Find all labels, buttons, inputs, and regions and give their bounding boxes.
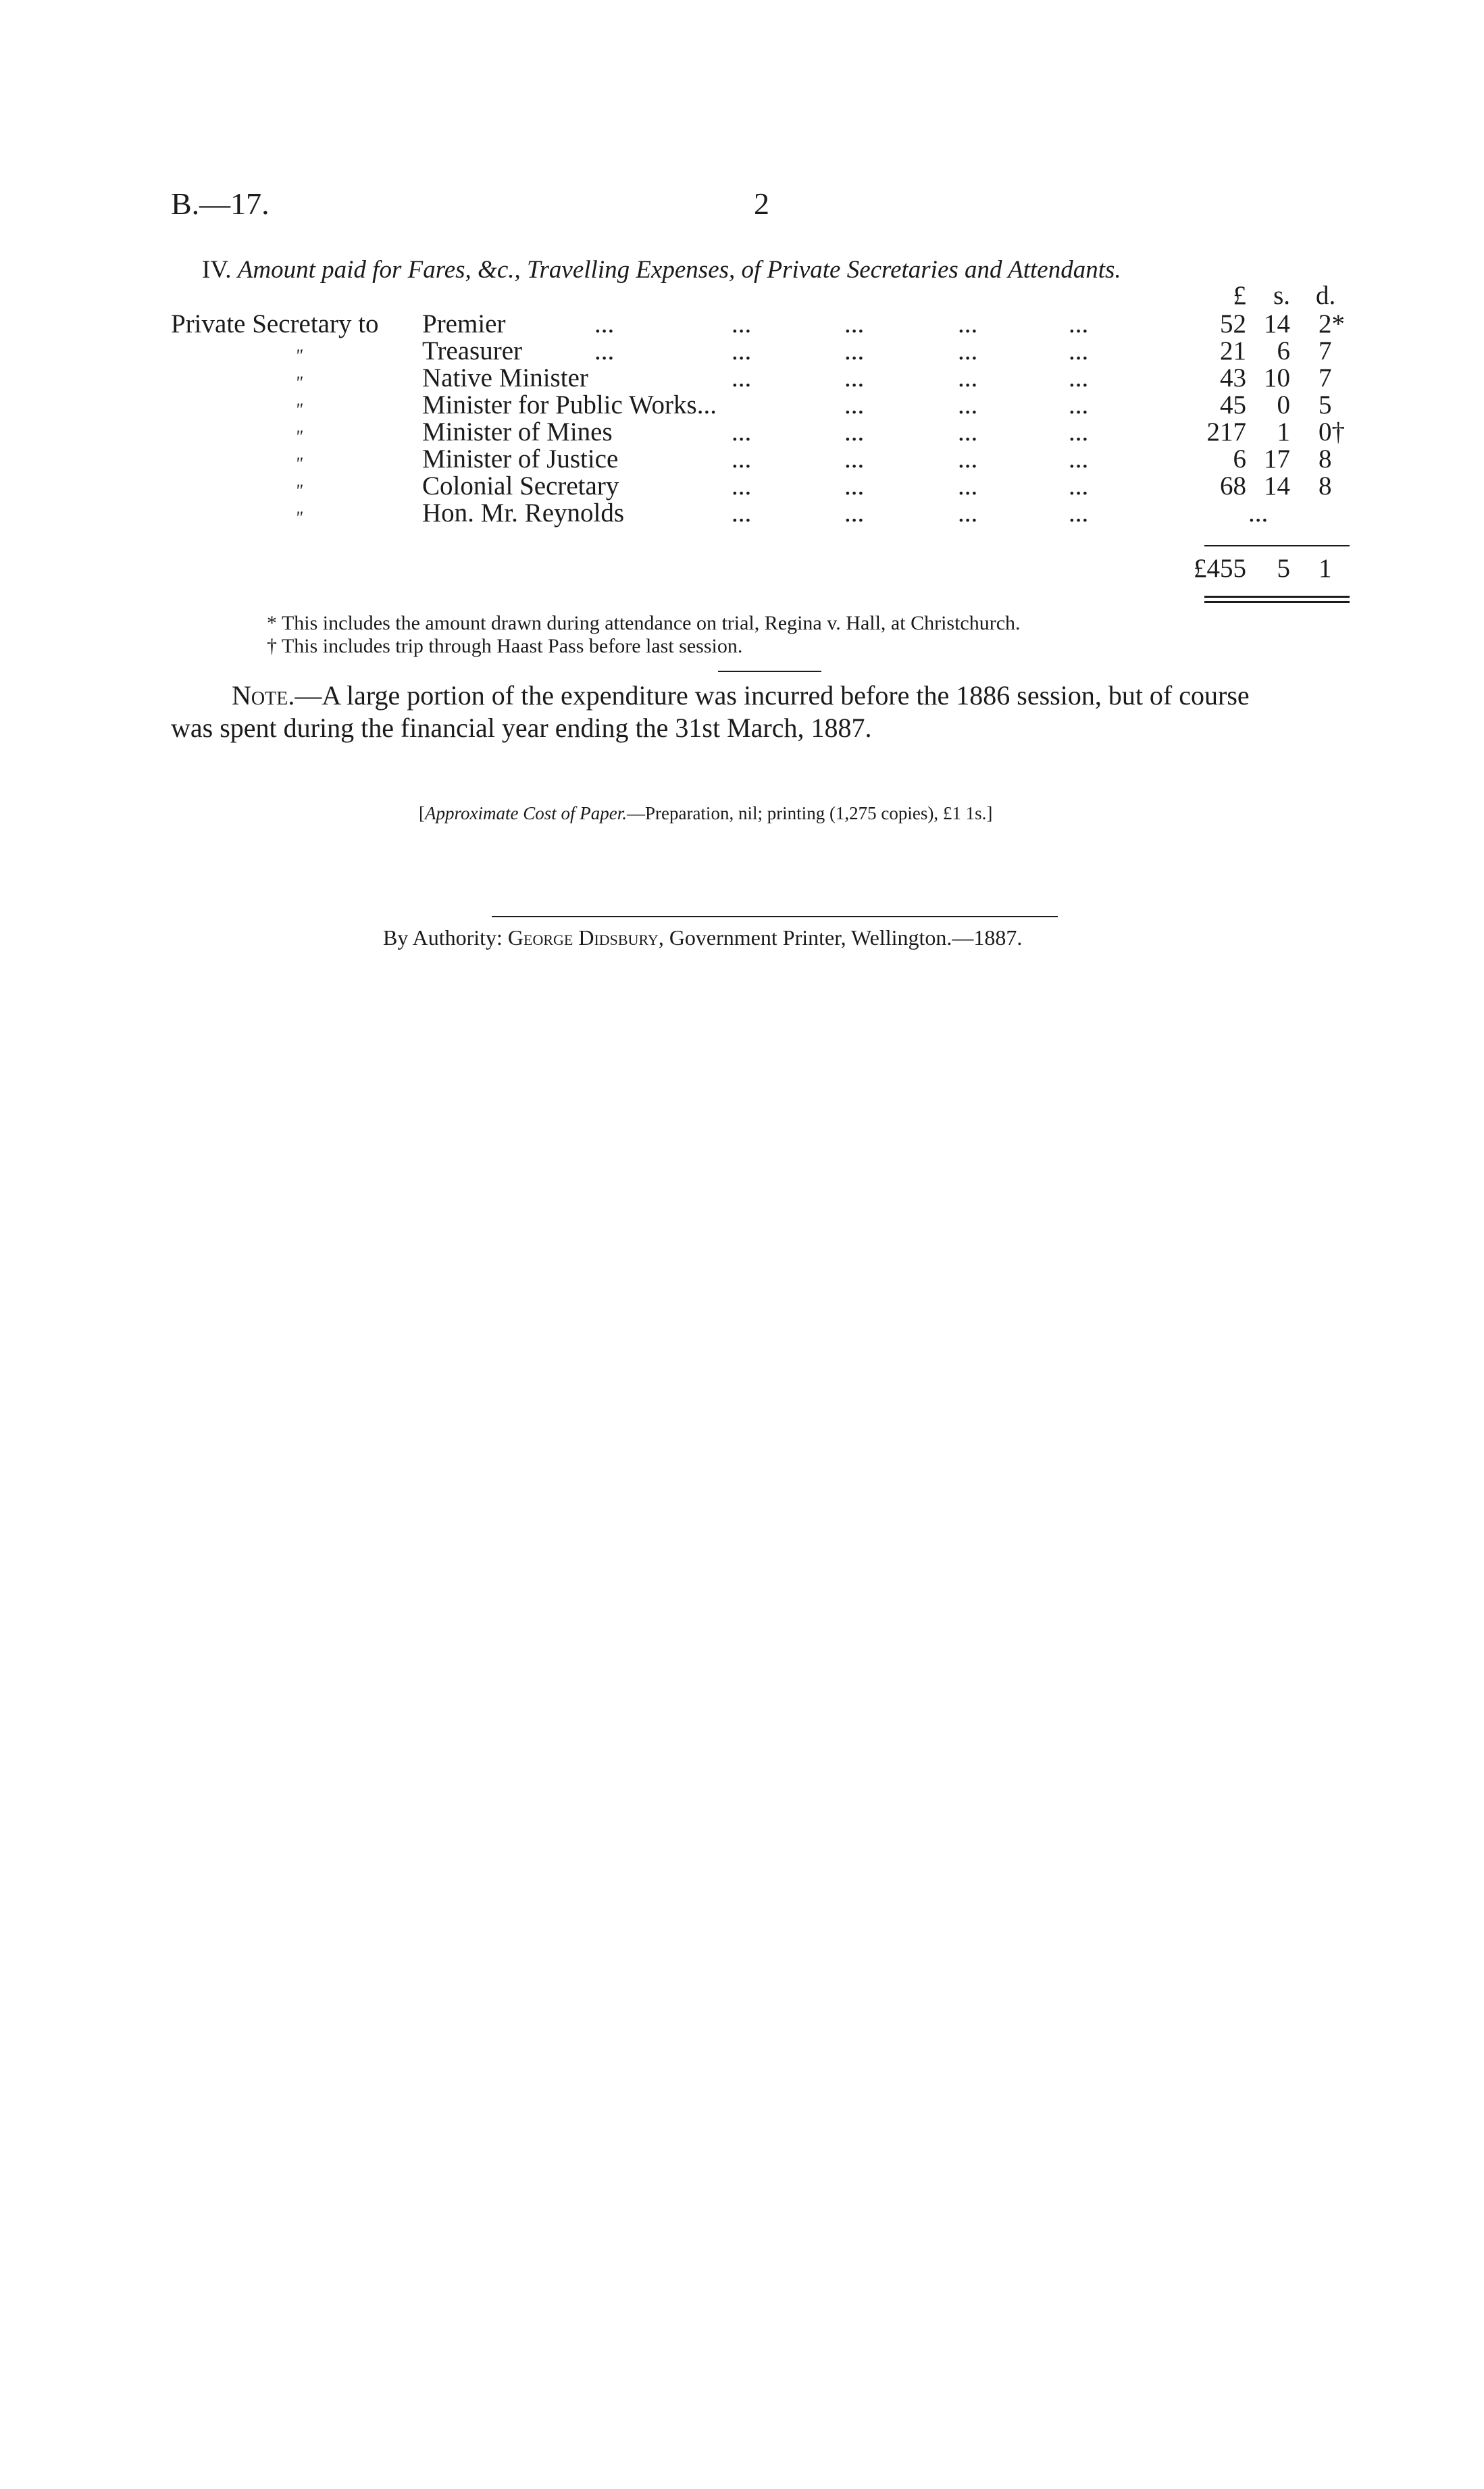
row-leader: ... — [844, 363, 865, 392]
section-title-text: Amount paid for Fares, &c., Travelling Expenses, of Private Secretaries and Attendants. — [237, 256, 1121, 284]
total-rule-double-2 — [1204, 601, 1350, 603]
row-leader: ... — [594, 309, 615, 338]
row-recipient: Premier — [422, 309, 506, 338]
row-leader: ... — [844, 417, 865, 446]
imprint-printer: George Didsbury — [507, 925, 659, 950]
row-leader: ... — [1069, 363, 1089, 392]
section-title — [202, 255, 1121, 284]
row-leader: ... — [844, 471, 865, 501]
ditto-mark: " — [295, 346, 303, 365]
cost-label: Approximate Cost of Paper. — [425, 803, 627, 823]
row-pence: 8 — [1319, 444, 1332, 473]
imprint — [383, 925, 1022, 950]
row-leader: ... — [732, 444, 752, 473]
row-recipient: Minister of Mines — [422, 417, 613, 446]
row-pounds: ... — [1248, 498, 1269, 528]
row-recipient: Native Minister — [422, 363, 588, 392]
row-shillings: 6 — [1277, 336, 1290, 365]
row-shillings: 10 — [1264, 363, 1290, 392]
row-shillings: 1 — [1277, 417, 1290, 446]
row-leader: ... — [1069, 336, 1089, 365]
total-rule-top — [1204, 545, 1350, 546]
total-rule-double-1 — [1204, 596, 1350, 598]
row-leader: ... — [844, 498, 865, 528]
row-pence: 7 — [1319, 363, 1332, 392]
row-shillings: 14 — [1264, 309, 1290, 338]
note-label: Note. — [232, 680, 295, 711]
cost-text: —Preparation, nil; printing (1,275 copies), £1 1s. — [626, 803, 987, 823]
row-pounds: 68 — [1220, 471, 1246, 501]
row-recipient: Treasurer — [422, 336, 523, 365]
row-leader: ... — [958, 390, 978, 419]
row-recipient: Minister of Justice — [422, 444, 619, 473]
row-pence: 7 — [1319, 336, 1332, 365]
row-leader: ... — [1069, 498, 1089, 528]
cost-bracket-open: [ — [419, 803, 425, 823]
row-leader: ... — [958, 309, 978, 338]
row-leader: ... — [1069, 471, 1089, 501]
note-line-2: was spent during the financial year ending the 31st March, 1887. — [171, 713, 872, 743]
row-pence: 8 — [1319, 471, 1332, 501]
footnote: † This includes trip through Haast Pass before last session. — [267, 635, 743, 657]
row-leader: ... — [1069, 390, 1089, 419]
row-shillings: 17 — [1264, 444, 1290, 473]
footnote: * This includes the amount drawn during attendance on trial, Regina v. Hall, at Christchurch. — [267, 612, 1021, 634]
row-leader: ... — [732, 336, 752, 365]
total-pence: 1 — [1319, 554, 1332, 583]
row-pounds: 43 — [1220, 363, 1246, 392]
imprint-rule — [492, 916, 1058, 917]
row-leader: ... — [958, 336, 978, 365]
row-leader: ... — [958, 444, 978, 473]
row-leader: ... — [1069, 444, 1089, 473]
row-recipient: Colonial Secretary — [422, 471, 619, 501]
document-reference: B.—17. — [171, 186, 270, 221]
header-pounds: £ — [1233, 281, 1246, 310]
page-number: 2 — [754, 186, 769, 221]
row-pence: 2* — [1319, 309, 1345, 338]
row-recipient: Hon. Mr. Reynolds — [422, 498, 625, 528]
section-numeral: IV. — [202, 256, 232, 284]
ditto-mark: " — [295, 481, 303, 501]
row-shillings: 14 — [1264, 471, 1290, 501]
row-leader: ... — [732, 309, 752, 338]
row-leader: ... — [958, 498, 978, 528]
header-pence: d. — [1316, 281, 1336, 310]
row-pounds: 6 — [1233, 444, 1246, 473]
row-leader: ... — [958, 471, 978, 501]
row-recipient: Minister for Public Works... — [422, 390, 717, 419]
row-pounds: 217 — [1206, 417, 1246, 446]
ditto-mark: " — [295, 400, 303, 419]
row-leader: ... — [732, 471, 752, 501]
ditto-mark: " — [295, 454, 303, 473]
total-shillings: 5 — [1277, 554, 1290, 583]
header-shillings: s. — [1273, 281, 1290, 310]
row-pounds: 21 — [1220, 336, 1246, 365]
imprint-suffix: , Government Printer, Wellington.—1887. — [658, 925, 1023, 950]
row-leader: ... — [732, 363, 752, 392]
row-leader: ... — [594, 336, 615, 365]
row-shillings: 0 — [1277, 390, 1290, 419]
row-leader: ... — [732, 417, 752, 446]
ditto-mark: " — [295, 427, 303, 446]
row-lead-label: Private Secretary to — [171, 309, 379, 338]
row-leader: ... — [844, 336, 865, 365]
row-pence: 5 — [1319, 390, 1332, 419]
row-leader: ... — [1069, 309, 1089, 338]
row-pounds: 52 — [1220, 309, 1246, 338]
ditto-mark: " — [295, 508, 303, 528]
row-leader: ... — [732, 498, 752, 528]
cost-line — [419, 803, 992, 824]
total-pounds: £455 — [1194, 554, 1246, 583]
row-pence: 0† — [1319, 417, 1345, 446]
row-leader: ... — [1069, 417, 1089, 446]
row-leader: ... — [844, 444, 865, 473]
row-leader: ... — [844, 390, 865, 419]
row-leader: ... — [958, 363, 978, 392]
note-text: —A large portion of the expenditure was incurred before the 1886 session, but of course — [295, 680, 1250, 711]
ditto-mark: " — [295, 373, 303, 392]
note-line-1 — [232, 679, 1250, 712]
imprint-prefix: By Authority: — [383, 925, 508, 950]
row-leader: ... — [844, 309, 865, 338]
cost-bracket-close: ] — [986, 803, 993, 823]
row-pounds: 45 — [1220, 390, 1246, 419]
row-leader: ... — [958, 417, 978, 446]
divider — [718, 671, 821, 672]
